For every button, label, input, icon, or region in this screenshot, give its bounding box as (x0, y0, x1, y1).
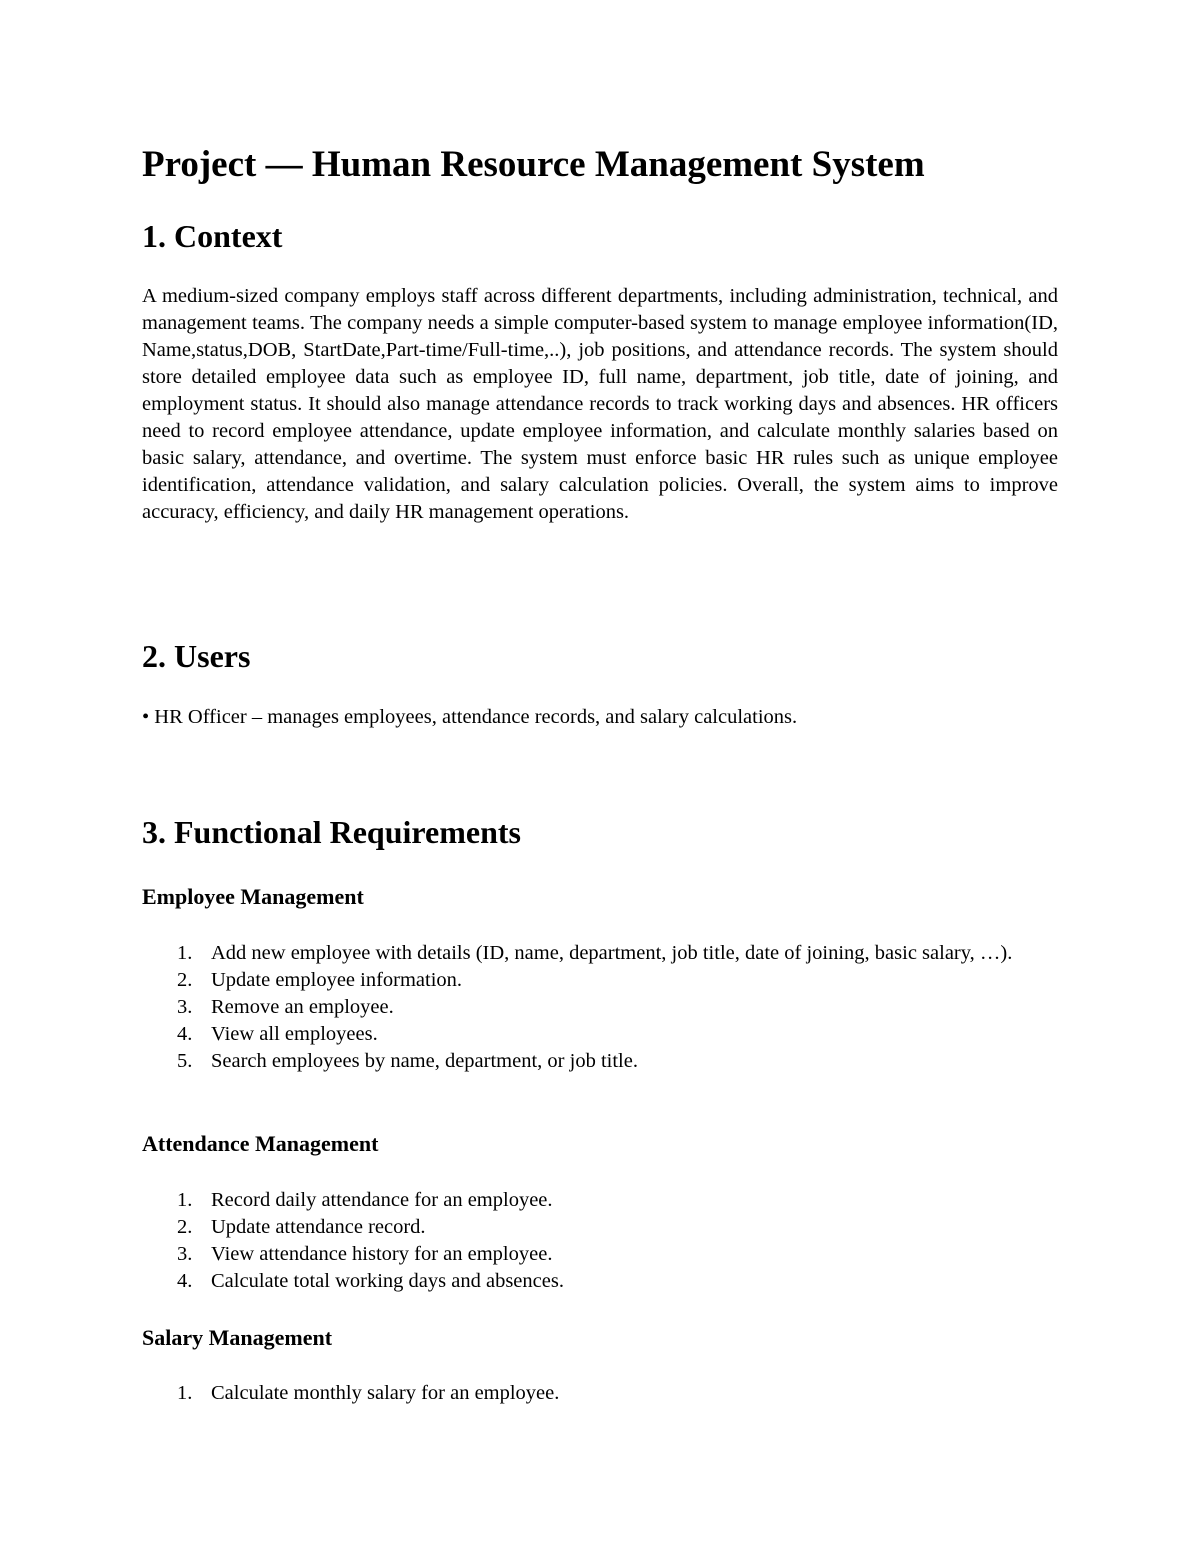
list-item (142, 1241, 1042, 1268)
list-item (142, 1214, 1042, 1241)
list-item (142, 1187, 1042, 1214)
list-item-text: Calculate monthly salary for an employee. (211, 1382, 560, 1404)
list-number: 5. (177, 1050, 193, 1072)
attendance-management-heading: Attendance Management (142, 1131, 379, 1156)
list-number: 4. (177, 1023, 193, 1045)
employee-management-list (142, 940, 1042, 1075)
list-item (142, 1380, 1042, 1407)
list-item (142, 967, 1042, 994)
list-item (142, 940, 1042, 967)
list-item-text: Record daily attendance for an employee. (211, 1189, 553, 1211)
list-number: 2. (177, 1216, 193, 1238)
functional-requirements-heading: 3. Functional Requirements (142, 814, 521, 850)
list-item-text: Search employees by name, department, or job title. (211, 1050, 638, 1072)
list-number: 3. (177, 1243, 193, 1265)
list-item-text: View attendance history for an employee. (211, 1243, 553, 1265)
list-item-text: Calculate total working days and absences. (211, 1270, 564, 1292)
list-number: 4. (177, 1270, 193, 1292)
list-number: 2. (177, 969, 193, 991)
list-item (142, 1021, 1042, 1048)
list-item-text: View all employees. (211, 1023, 378, 1045)
list-number: 1. (177, 1382, 193, 1404)
users-item-hr-officer: • HR Officer – manages employees, attendance records, and salary calculations. (142, 706, 798, 728)
list-item-text: Update employee information. (211, 969, 463, 991)
salary-management-list (142, 1380, 1042, 1407)
salary-management-heading: Salary Management (142, 1325, 333, 1350)
list-number: 1. (177, 942, 193, 964)
context-heading: 1. Context (142, 218, 283, 254)
list-number: 3. (177, 996, 193, 1018)
attendance-management-list (142, 1187, 1042, 1295)
context-paragraph: A medium-sized company employs staff across different departments, including administration, technical, and management teams. The company needs a simple computer-based system to manage employee information(ID, Name,status,DOB, StartDate,Part-time/Full-time,..), job positions, and attendance records. The system should store detailed employee data such as employee ID, full name, department, job title, date of joining, and employment status. It should also manage attendance records to track working days and absences. HR officers need to record employee attendance, update employee information, and calculate monthly salaries based on basic salary, attendance, and overtime. The system must enforce basic HR rules such as unique employee identification, attendance validation, and salary calculation policies. Overall, the system aims to improve accuracy, efficiency, and daily HR management operations. (142, 285, 1058, 523)
list-item (142, 994, 1042, 1021)
list-item (142, 1048, 1042, 1075)
list-item-text: Remove an employee. (211, 996, 394, 1018)
employee-management-heading: Employee Management (142, 884, 364, 909)
list-item-text: Update attendance record. (211, 1216, 426, 1238)
list-number: 1. (177, 1189, 193, 1211)
list-item (142, 1268, 1042, 1295)
list-item-text: Add new employee with details (ID, name, department, job title, date of joining, basic salary, …). (211, 942, 1013, 964)
document-title: Project — Human Resource Management System (142, 144, 925, 185)
users-heading: 2. Users (142, 638, 251, 674)
